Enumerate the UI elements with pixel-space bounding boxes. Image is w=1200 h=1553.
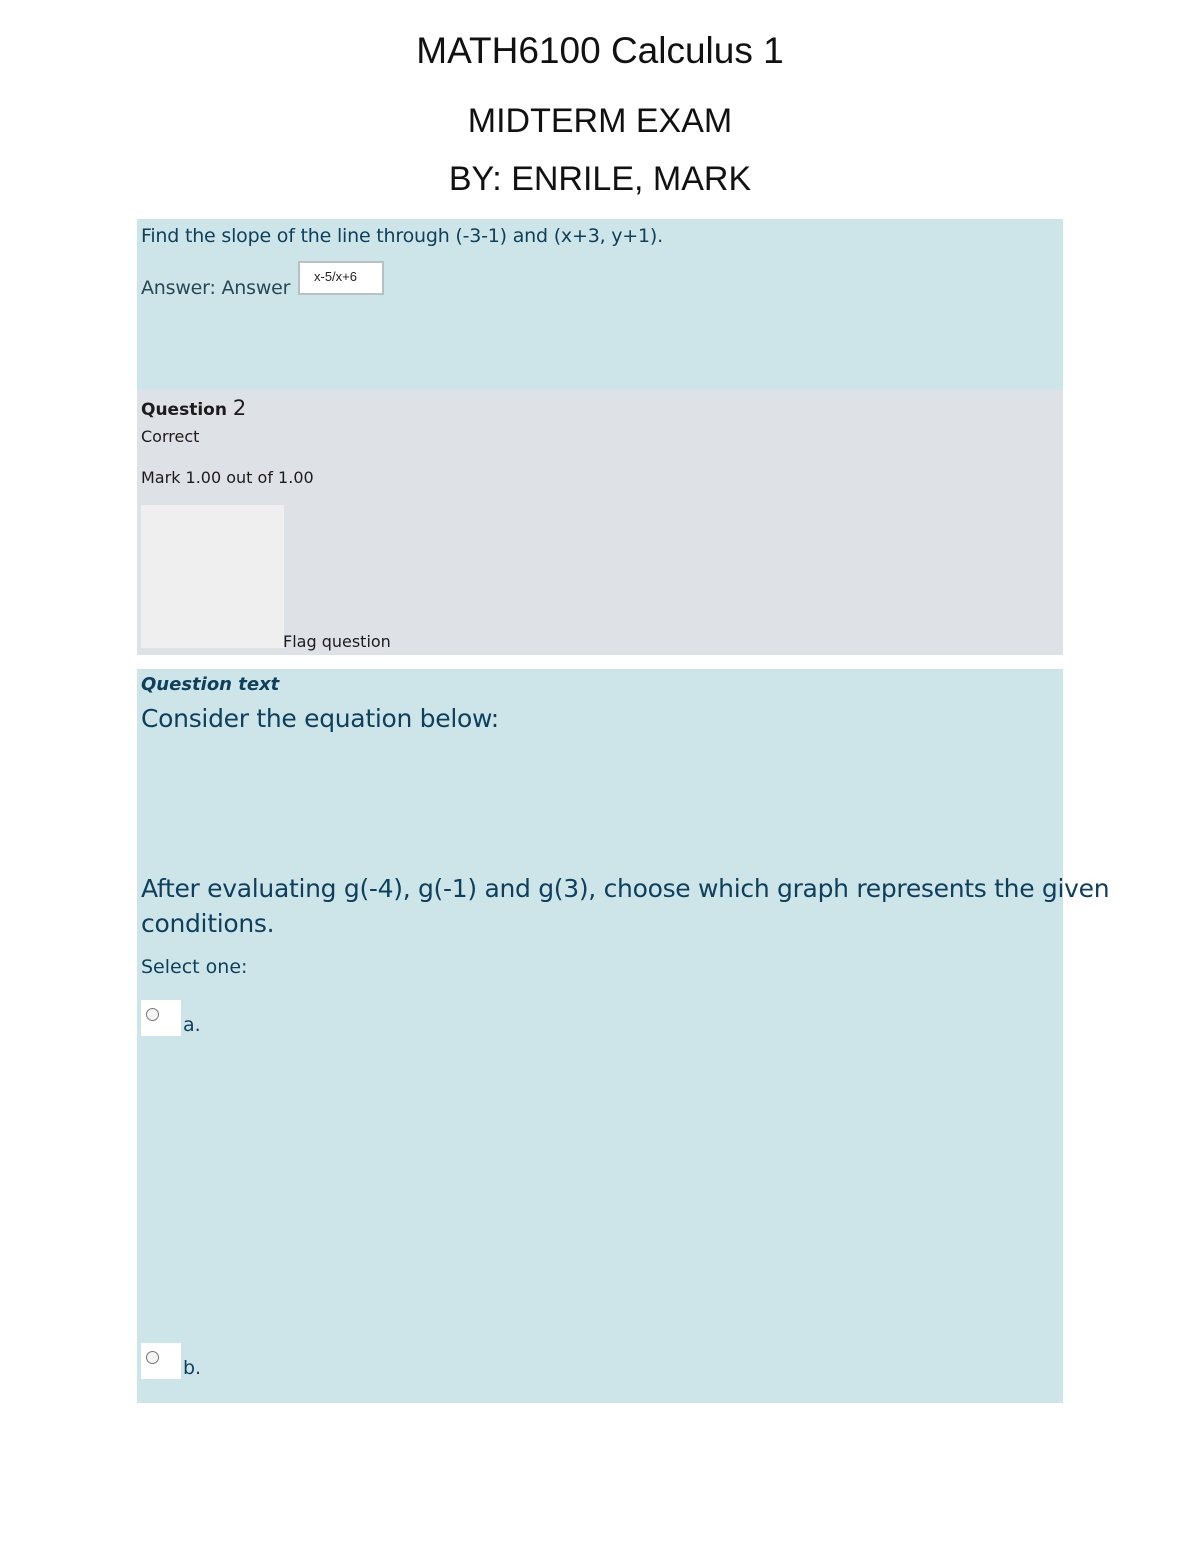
- exam-author: BY: ENRILE, MARK: [448, 160, 752, 198]
- question-2-info-panel: [137, 390, 1063, 655]
- consider-text: Consider the equation below:: [141, 704, 499, 733]
- question-mark: Mark 1.00 out of 1.00: [141, 468, 314, 487]
- question-2-heading: [141, 396, 246, 420]
- question-status: Correct: [141, 427, 200, 446]
- radio-box[interactable]: [141, 1000, 181, 1036]
- question-number: 2: [232, 396, 247, 420]
- exam-title: MIDTERM EXAM: [467, 102, 733, 140]
- course-title: MATH6100 Calculus 1: [416, 30, 784, 71]
- question-1-panel: [137, 219, 1063, 390]
- radio-button-icon[interactable]: [146, 1351, 159, 1364]
- answer-label: Answer: Answer: [141, 277, 291, 299]
- instruction-line-2: conditions.: [141, 909, 275, 938]
- radio-box[interactable]: [141, 1343, 181, 1379]
- flag-icon[interactable]: [141, 505, 284, 648]
- radio-button-icon[interactable]: [146, 1008, 159, 1021]
- instruction-line-1: After evaluating g(-4), g(-1) and g(3), choose which graph represents the given: [141, 874, 1110, 903]
- select-one-label: Select one:: [141, 956, 248, 978]
- flag-question-link[interactable]: Flag question: [283, 632, 391, 651]
- question-label: Question: [141, 400, 227, 420]
- question-text-label: Question text: [141, 674, 280, 695]
- question-2-text-panel: [137, 669, 1110, 1403]
- option-letter: b.: [183, 1357, 202, 1379]
- answer-input[interactable]: x-5/x+6: [298, 261, 384, 295]
- question-1-prompt: Find the slope of the line through (-3-1) and (x+3, y+1).: [141, 225, 663, 247]
- option-letter: a.: [183, 1014, 201, 1036]
